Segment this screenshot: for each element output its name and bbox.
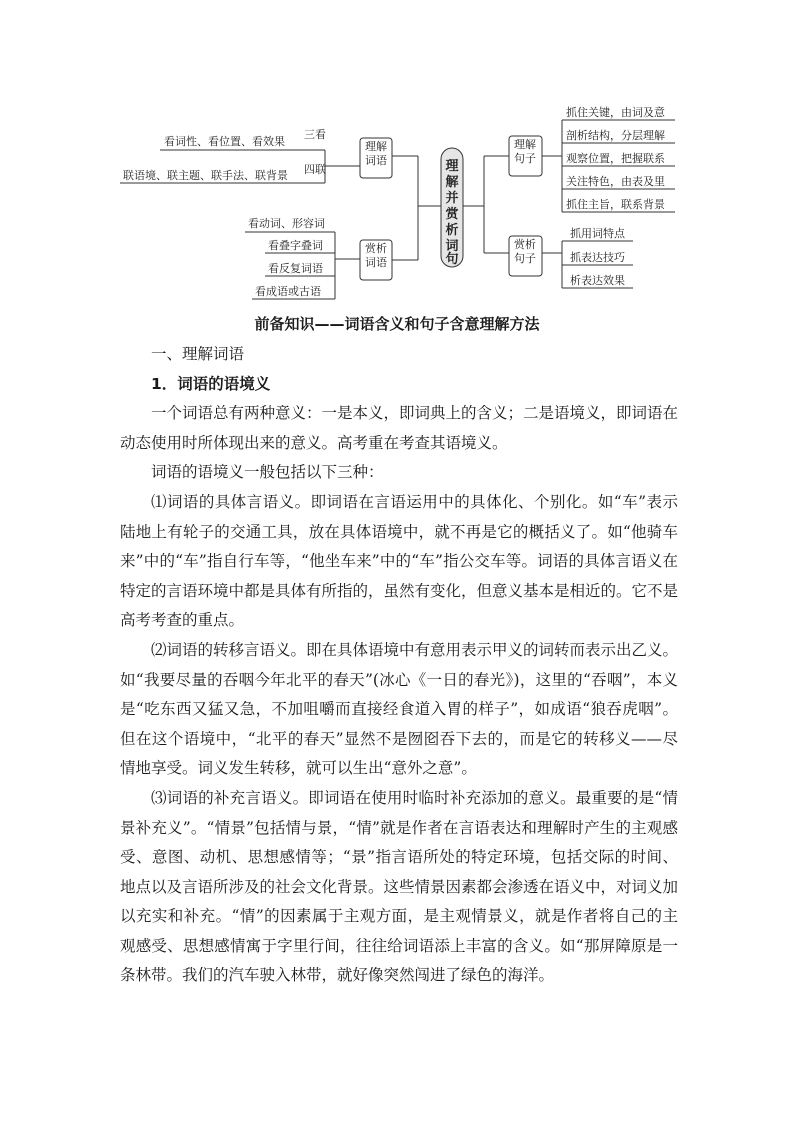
leaf-appreciate-word-1: 看叠字叠词 <box>268 239 323 252</box>
leaf-appreciate-word-0: 看动词、形容词 <box>248 217 325 230</box>
paragraph-transferred-meaning: ⑵词语的转移言语义。即在具体语境中有意用表示甲义的词转而表示出乙义。如“我要尽量的吞咽今年北平的春天”(冰心《一日的春光》)，这里的“吞咽”，本义是“吃东西又猛又急，不加咀嚼而直接经食道入胃的样子”，如成语“狼吞虎咽”。但在这个语境中，“北平的春天”显然不是囫囵吞下去的，而是它的转移义——尽情地享受。词义发生转移，就可以生出“意外之意”。 <box>120 640 679 778</box>
leaf-understand-sentence-0: 抓住关键，由词及意 <box>566 106 665 119</box>
branch-title-appreciate-sentences: 赏析句子 <box>514 238 536 265</box>
center-char-4: 析 <box>445 223 459 238</box>
center-char-0: 理 <box>445 159 459 174</box>
leaf-appreciate-sentence-2: 析表达效果 <box>570 274 625 287</box>
section-caption: 前备知识——词语含义和句子含意理解方法 <box>254 315 540 333</box>
branch-title-understand-words: 理解词语 <box>365 140 387 167</box>
leaf-appreciate-sentence-0: 抓用词特点 <box>570 227 625 240</box>
mind-map <box>0 0 794 310</box>
connector-link: 四联 <box>304 163 326 176</box>
center-char-5: 词 <box>445 239 459 254</box>
leaf-appreciate-word-3: 看成语或古语 <box>255 285 321 298</box>
paragraph-three-kinds: 词语的语境义一般包括以下三种： <box>151 463 384 482</box>
paragraph-concrete-meaning: ⑴词语的具体言语义。即词语在言语运用中的具体化、个别化。如“车”表示陆地上有轮子的交通工具，放在具体语境中，就不再是它的概括义了。如“他骑车来”中的“车”指自行车等，“他坐车来”中的“车”指公交车等。词语的具体言语义在特定的言语环境中都是具体有所指的，虽然有变化，但意义基本是相近的。它不是高考考查的重点。 <box>120 492 679 630</box>
leaf-appreciate-sentence-1: 抓表达技巧 <box>570 251 625 264</box>
center-char-6: 句 <box>445 252 459 267</box>
leaf-look-item: 看词性、看位置、看效果 <box>164 135 285 148</box>
leaf-understand-sentence-4: 抓住主旨，联系背景 <box>566 198 665 211</box>
leaf-understand-sentence-3: 关注特色，由表及里 <box>566 175 665 188</box>
branch-title-appreciate-words: 赏析词语 <box>365 242 387 269</box>
center-char-2: 并 <box>445 191 459 206</box>
leaf-understand-sentence-2: 观察位置，把握联系 <box>566 152 665 165</box>
paragraph-supplementary-meaning: ⑶词语的补充言语义。即词语在使用时临时补充添加的意义。最重要的是“情景补充义”。“情景”包括情与景，“情”就是作者在言语表达和理解时产生的主观感受、意图、动机、思想感情等；“景”指言语所处的特定环境，包括交际的时间、地点以及言语所涉及的社会文化背景。这些情景因素都会渗透在语义中，对词义加以充实和补充。“情”的因素属于主观方面，是主观情景义，就是作者将自己的主观感受、思想感情寓于字里行间，往往给词语添上丰富的含义。如“那屏障原是一条林带。我们的汽车驶入林带，就好像突然闯进了绿色的海洋。 <box>120 788 679 985</box>
center-char-1: 解 <box>445 175 459 190</box>
heading-understand-words: 一、理解词语 <box>151 345 245 363</box>
subheading-context-meaning: 1．词语的语境义 <box>151 374 271 393</box>
document-body <box>120 340 678 991</box>
leaf-link-item: 联语境、联主题、联手法、联背景 <box>123 169 288 182</box>
paragraph-two-meanings: 一个词语总有两种意义：一是本义，即词典上的含义；二是语境义，即词语在动态使用时所体现出来的意义。高考重在考查其语境义。 <box>120 404 679 452</box>
center-char-3: 赏 <box>445 207 459 222</box>
leaf-appreciate-word-2: 看反复词语 <box>268 262 323 275</box>
connector-look: 三看 <box>304 128 326 141</box>
branch-title-understand-sentences: 理解句子 <box>514 138 536 165</box>
leaf-understand-sentence-1: 剖析结构，分层理解 <box>566 129 665 142</box>
